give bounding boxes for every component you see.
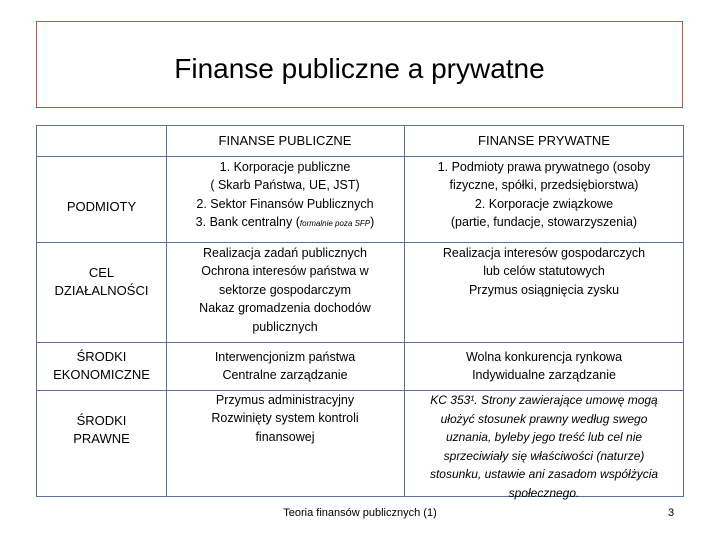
cell-line: fizyczne, spółki, przedsiębiorstwa) [449, 178, 639, 193]
cell-line: publicznych [252, 319, 318, 334]
title-box [36, 21, 683, 108]
cell-line: ułożyć stosunek prawny według swego [440, 411, 648, 426]
cell-line: Interwencjonizm państwa [214, 349, 356, 364]
row-label-srodki-ekonomiczne [37, 342, 166, 390]
row-label-line: EKONOMICZNE [53, 367, 150, 382]
slide-footer: Teoria finansów publicznych (1) [283, 507, 437, 519]
cell-line: Nakaz gromadzenia dochodów [199, 301, 371, 316]
cell-line: 1. Podmioty prawa prywatnego (osoby [437, 160, 651, 174]
note-formalnie: formalnie poza SFP [299, 219, 371, 229]
cell-line: 2. Korporacje związkowe [474, 196, 614, 211]
cell-line-part: ) [370, 215, 375, 230]
row-divider [37, 156, 683, 157]
header-private [404, 126, 684, 156]
cell-ekonomiczne-private [404, 342, 684, 390]
cell-line: Rozwinięty system kontroli [211, 411, 359, 426]
row-label-podmioty [37, 190, 166, 224]
cell-line: (partie, fundacje, stowarzyszenia) [450, 215, 638, 230]
cell-line: finansowej [255, 429, 315, 444]
header-private-label: FINANSE PRYWATNE [478, 132, 610, 148]
row-divider [37, 242, 683, 243]
cell-line: KC 353¹. Strony zawierające umowę mogą [430, 393, 658, 407]
cell-podmioty-public [166, 158, 404, 242]
cell-cel-private [404, 244, 684, 342]
cell-cel-public [166, 244, 404, 342]
comparison-table [36, 125, 684, 500]
cell-line: Przymus osiągnięcia zysku [468, 282, 620, 297]
row-label-line: PRAWNE [73, 431, 130, 447]
cell-line: Przymus administracyjny [215, 393, 355, 407]
cell-line: Centralne zarządzanie [222, 368, 348, 382]
cell-line: Realizacja zadań publicznych [203, 246, 367, 260]
row-label-line: CEL [88, 265, 115, 280]
cell-line: sektorze gospodarczym [218, 282, 351, 297]
cell-line: Wolna konkurencja rynkowa [465, 349, 623, 364]
cell-line [196, 213, 375, 233]
slide-title: Finanse publiczne a prywatne [174, 52, 545, 84]
cell-line: Ochrona interesów państwa w [201, 264, 369, 279]
row-label-line: DZIAŁALNOŚCI [54, 283, 149, 299]
cell-line: Indywidualne zarządzanie [472, 368, 616, 382]
cell-line: 1. Korporacje publiczne [219, 160, 351, 174]
cell-line-part: 3. Bank centralny ( [195, 215, 300, 230]
row-label-cel [37, 264, 166, 304]
cell-line: ( Skarb Państwa, UE, JST) [210, 178, 360, 193]
header-public-label: FINANSE PUBLICZNE [218, 132, 352, 148]
row-label-line: ŚRODKI [76, 413, 127, 428]
cell-prawne-public [166, 391, 404, 471]
cell-line: Realizacja interesów gospodarczych [442, 246, 646, 260]
cell-line: sprzeciwiały się właściwości (naturze) [443, 448, 645, 463]
cell-line: lub celów statutowych [483, 264, 605, 279]
row-label-line: ŚRODKI [76, 348, 127, 364]
cell-line: stosunku, ustawie ani zasadom współżycia [429, 467, 659, 482]
cell-line: uznania, byleby jego treść lub cel nie [445, 430, 643, 445]
row-label-srodki-prawne [37, 412, 166, 452]
header-public [166, 126, 404, 156]
row-label-line: PODMIOTY [66, 198, 137, 214]
cell-podmioty-private [404, 158, 684, 242]
page-number: 3 [668, 507, 675, 519]
cell-line: 2. Sektor Finansów Publicznych [196, 196, 374, 211]
cell-line: społecznego. [508, 485, 580, 500]
cell-ekonomiczne-public [166, 342, 404, 390]
cell-prawne-private [404, 391, 684, 500]
